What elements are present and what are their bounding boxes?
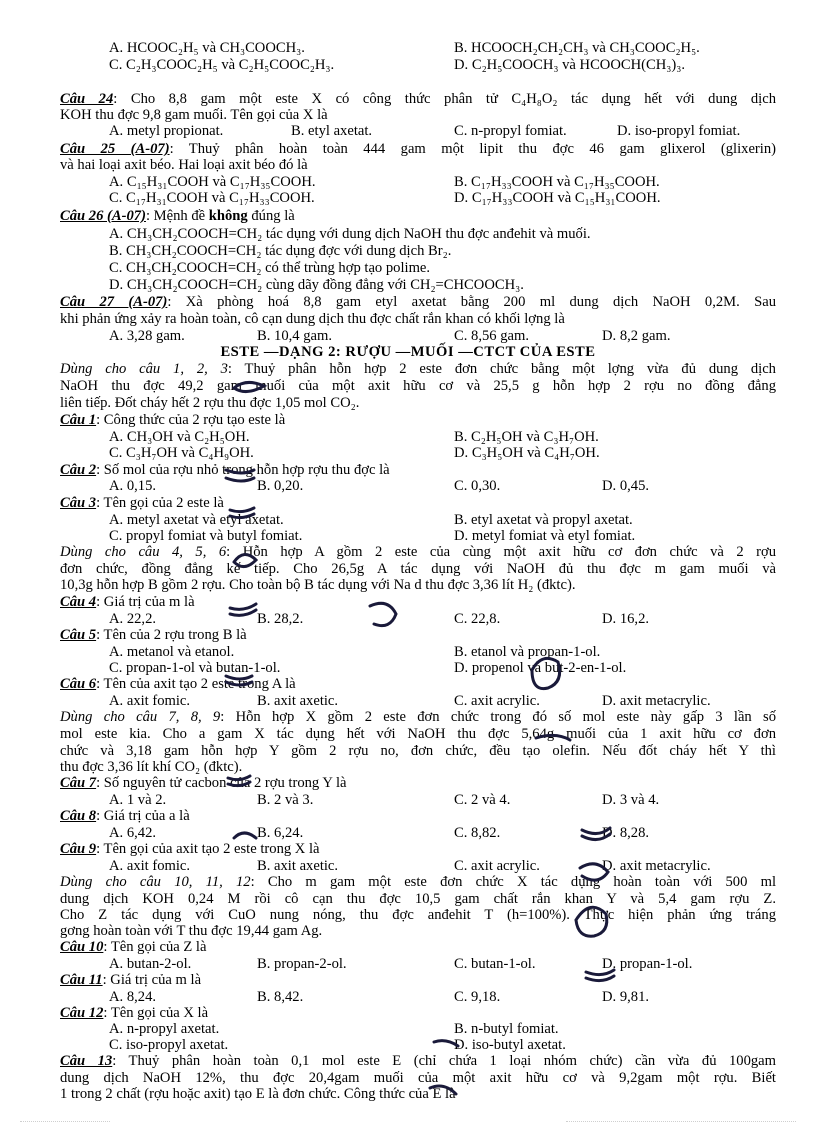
question-label: Câu 8 bbox=[60, 808, 97, 824]
options-row bbox=[0, 244, 816, 258]
intro-text: chức và 3,18 gam hỗn hợp Y gồm 2 rợu no, đơn chức, đều tạo olefin. Nếu đốt cháy hết Y thì bbox=[60, 743, 776, 759]
question-label: Câu 5 bbox=[60, 627, 97, 643]
question-label: Câu 3 bbox=[60, 495, 97, 511]
question-label: Câu 4 bbox=[60, 594, 97, 610]
intro-text: : Hỗn hợp A gồm 2 este của cùng một axit hữu cơ đơn chức và 2 rợu bbox=[226, 544, 777, 560]
option-c: C. 8,56 gam. bbox=[454, 328, 529, 344]
option-c: C. propan-1-ol và butan-1-ol. bbox=[109, 660, 281, 676]
question-text: đúng là bbox=[247, 208, 295, 224]
question-label: Câu 27 (A-07) bbox=[60, 294, 168, 310]
question-text: : Công thức của 2 rợu tạo este là bbox=[96, 412, 286, 428]
question-text: : Cho 8,8 gam một este X có công thức phân tử C₄H₈O₂ tác dụng hết với dung dịch bbox=[113, 91, 776, 107]
option-c: C. axit acrylic. bbox=[454, 858, 540, 874]
question-label: Câu 12 bbox=[60, 1005, 104, 1021]
option-b: B. 0,20. bbox=[257, 478, 304, 494]
options-row bbox=[0, 227, 816, 241]
option-a: A. CH₃CH₂COOCH=CH₂ tác dụng với dung dịch NaOH thu đợc anđehit và muối. bbox=[109, 226, 591, 242]
question-text: : Tên gọi của 2 este là bbox=[96, 495, 224, 511]
options-row bbox=[0, 261, 816, 275]
option-a: A. 3,28 gam. bbox=[109, 328, 185, 344]
option-d: D. propan-1-ol. bbox=[602, 956, 693, 972]
option-a: A. 1 và 2. bbox=[109, 792, 167, 808]
option-b: B. etanol và propan-1-ol. bbox=[454, 644, 601, 660]
option-d: D. 3 và 4. bbox=[602, 792, 660, 808]
option-a: A. CH₃OH và C₂H₅OH. bbox=[109, 429, 250, 445]
option-a: A. 8,24. bbox=[109, 989, 157, 1005]
option-c: C. C₃H₇OH và C₄H₉OH. bbox=[109, 445, 254, 461]
question-text: : Xà phòng hoá 8,8 gam etyl axetat bằng 200 ml dung dịch NaOH 0,2M. Sau bbox=[167, 294, 776, 310]
option-d: D. axit metacrylic. bbox=[602, 693, 711, 709]
question-label: Câu 24 bbox=[60, 91, 114, 107]
question-text: : Tên gọi của Z là bbox=[103, 939, 207, 955]
question-24 bbox=[60, 92, 776, 106]
watermark-graphic bbox=[220, 360, 800, 1120]
question-label: Câu 1 bbox=[60, 412, 97, 428]
option-d: D. 9,81. bbox=[602, 989, 650, 1005]
question-text: : Thuỷ phân hoàn toàn 0,1 mol este E (chỉ chứa 1 loại nhóm chức) cần vừa đủ 100gam bbox=[112, 1053, 776, 1069]
intro-lead: Dùng cho câu 7, 8, 9 bbox=[60, 709, 221, 725]
option-a: A. 22,2. bbox=[109, 611, 157, 627]
question-text: : Giá trị của a là bbox=[96, 808, 190, 824]
options-row bbox=[0, 58, 816, 72]
option-d: D. 8,28. bbox=[602, 825, 650, 841]
option-d: D. C₁₇H₃₃COOH và C₁₅H₃₁COOH. bbox=[454, 190, 661, 206]
option-d: D. iso-butyl axetat. bbox=[454, 1037, 566, 1053]
option-c: C. axit acrylic. bbox=[454, 693, 540, 709]
option-a: A. 0,15. bbox=[109, 478, 157, 494]
option-b: B. CH₃CH₂COOCH=CH₂ tác dụng đợc với dung dịch Br₂. bbox=[109, 243, 452, 259]
question-27 bbox=[60, 295, 776, 309]
question-label: Câu 7 bbox=[60, 775, 97, 791]
option-c: C. 0,30. bbox=[454, 478, 501, 494]
option-b: B. 8,42. bbox=[257, 989, 304, 1005]
intro-lead: Dùng cho câu 1, 2, 3 bbox=[60, 361, 228, 377]
question-text: : Tên của axit tạo 2 este trong A là bbox=[96, 676, 296, 692]
option-c: C. n-propyl fomiat. bbox=[454, 123, 567, 139]
option-b: B. etyl axetat và propyl axetat. bbox=[454, 512, 633, 528]
question-text: : Tên gọi của axit tạo 2 este trong X là bbox=[96, 841, 320, 857]
option-a: A. axit fomic. bbox=[109, 693, 191, 709]
option-d: D. C₃H₅OH và C₄H₇OH. bbox=[454, 445, 600, 461]
options-row bbox=[0, 175, 816, 189]
intro-text: đơn chức, đồng đẳng kế tiếp. Cho 26,5g A tác dụng với NaOH đủ thu đợc m gam muối và bbox=[60, 561, 776, 577]
question-text: : Số nguyên tử cacbon của 2 rợu trong Y là bbox=[96, 775, 347, 791]
option-a: A. butan-2-ol. bbox=[109, 956, 192, 972]
question-text: : Giá trị của m là bbox=[102, 972, 202, 988]
option-d: D. axit metacrylic. bbox=[602, 858, 711, 874]
intro-lead: Dùng cho câu 4, 5, 6 bbox=[60, 544, 227, 560]
option-a: A. metyl axetat và etyl axetat. bbox=[109, 512, 284, 528]
option-c: C. 2 và 4. bbox=[454, 792, 511, 808]
question-text: : Giá trị của m là bbox=[96, 594, 195, 610]
option-a: A. HCOOC₂H₅ và CH₃COOCH₃. bbox=[109, 40, 305, 56]
question-text-cont: 1 trong 2 chất (rợu hoặc axit) tạo E là đơn chức. Công thức của E là bbox=[60, 1086, 456, 1102]
question-25 bbox=[60, 142, 776, 156]
intro-text: Cho Z tác dụng với CuO nung nóng, thu đợc anđehit T (h=100%). Thực hiện phản ứng tráng bbox=[60, 907, 776, 923]
option-b: B. HCOOCH₂CH₂CH₃ và CH₃COOC₂H₅. bbox=[454, 40, 700, 56]
option-a: A. metanol và etanol. bbox=[109, 644, 235, 660]
question-26 bbox=[60, 209, 776, 223]
option-c: C. 9,18. bbox=[454, 989, 501, 1005]
option-b: B. n-butyl fomiat. bbox=[454, 1021, 559, 1037]
option-b: B. axit axetic. bbox=[257, 858, 339, 874]
question-label: Câu 10 bbox=[60, 939, 104, 955]
question-text: : Thuỷ phân hoàn toàn 444 gam một lipit thu đợc 46 gam glixerol (glixerin) bbox=[169, 141, 776, 157]
question-label: Câu 26 (A-07) bbox=[60, 208, 146, 224]
option-b: B. C₂H₅OH và C₃H₇OH. bbox=[454, 429, 599, 445]
option-b: B. 10,4 gam. bbox=[257, 328, 332, 344]
option-c: C. iso-propyl axetat. bbox=[109, 1037, 229, 1053]
intro-text: liên tiếp. Đốt cháy hết 2 rợu thu đợc 1,05 mol CO₂. bbox=[60, 395, 360, 411]
options-row bbox=[0, 329, 816, 343]
question-text-cont: và hai loại axit béo. Hai loại axit béo đó là bbox=[60, 157, 308, 173]
question-label: Câu 11 bbox=[60, 972, 103, 988]
option-b: B. 6,24. bbox=[257, 825, 304, 841]
question-text-cont: khi phản ứng xảy ra hoàn toàn, cô cạn dung dịch thu đợc chất rắn khan có khối lợng là bbox=[60, 311, 565, 327]
question-text: : Tên gọi của X là bbox=[103, 1005, 209, 1021]
question-label: Câu 25 (A-07) bbox=[60, 141, 170, 157]
question-text-cont: KOH thu đợc 9,8 gam muối. Tên gọi của X là bbox=[60, 107, 328, 123]
option-b: B. C₁₇H₃₃COOH và C₁₇H₃₅COOH. bbox=[454, 174, 660, 190]
question-label: Câu 13 bbox=[60, 1053, 113, 1069]
question-label: Câu 9 bbox=[60, 841, 97, 857]
intro-text: 10,3g hỗn hợp B gồm 2 rợu. Cho toàn bộ B tác dụng với Na d thu đợc 3,36 lít H₂ (đktc). bbox=[60, 577, 576, 593]
options-row bbox=[0, 41, 816, 55]
question-text: : Tên của 2 rợu trong B là bbox=[96, 627, 247, 643]
option-d: D. metyl fomiat và etyl fomiat. bbox=[454, 528, 636, 544]
question-text: : Mệnh đề bbox=[145, 208, 209, 224]
option-b: B. 2 và 3. bbox=[257, 792, 314, 808]
option-c: C. butan-1-ol. bbox=[454, 956, 536, 972]
section-title: ESTE —DẠNG 2: RƯỢU —MUỐI —CTCT CỦA ESTE bbox=[220, 344, 596, 360]
option-c: C. C₂H₃COOC₂H₅ và C₂H₅COOC₂H₃. bbox=[109, 57, 335, 73]
intro-text: mol este kia. Cho a gam X tác dụng hết với NaOH thu đợc 5,64g muối của 1 axit hữu cơ đơn bbox=[60, 726, 776, 742]
options-row bbox=[0, 191, 816, 205]
options-row bbox=[0, 124, 816, 138]
option-a: A. axit fomic. bbox=[109, 858, 191, 874]
option-a: A. n-propyl axetat. bbox=[109, 1021, 220, 1037]
option-b: B. propan-2-ol. bbox=[257, 956, 347, 972]
intro-text: NaOH thu đợc 49,2 gam muối của một axit hữu cơ và 25,5 g hỗn hợp 2 rợu no đồng đẳng bbox=[60, 378, 776, 394]
options-row bbox=[0, 278, 816, 292]
question-label: Câu 2 bbox=[60, 462, 97, 478]
option-b: B. etyl axetat. bbox=[291, 123, 373, 139]
option-c: C. propyl fomiat và butyl fomiat. bbox=[109, 528, 303, 544]
intro-text: gơng hoàn toàn với T thu đợc 19,44 gam Ag. bbox=[60, 923, 323, 939]
question-text-cont: dung dịch NaOH 12%, thu đợc 20,4gam muối của một axit hữu cơ và 9,2gam một rợu. Biết bbox=[60, 1070, 776, 1086]
option-b: B. 28,2. bbox=[257, 611, 304, 627]
option-b: B. axit axetic. bbox=[257, 693, 339, 709]
intro-text: : Thuỷ phân hỗn hợp 2 este đơn chức bằng một lợng vừa đủ dung dịch bbox=[227, 361, 776, 377]
emphasis-text: không bbox=[208, 208, 248, 224]
intro-lead: Dùng cho câu 10, 11, 12 bbox=[60, 874, 251, 890]
option-d: D. 8,2 gam. bbox=[602, 328, 671, 344]
option-a: A. 6,42. bbox=[109, 825, 157, 841]
option-c: C. C₁₇H₃₁COOH và C₁₇H₃₃COOH. bbox=[109, 190, 315, 206]
intro-text: : Hỗn hợp X gồm 2 este đơn chức trong đó số mol este này gấp 3 lần số bbox=[220, 709, 776, 725]
option-a: A. metyl propionat. bbox=[109, 123, 224, 139]
question-label: Câu 6 bbox=[60, 676, 97, 692]
option-c: C. 8,82. bbox=[454, 825, 501, 841]
intro-text: thu đợc 3,36 lít khí CO₂ (đktc). bbox=[60, 759, 243, 775]
option-d: D. CH₃CH₂COOCH=CH₂ cùng dãy đồng đẳng với CH₂=CHCOOCH₃. bbox=[109, 277, 524, 293]
intro-text: dung dịch KOH 0,24 M rồi cô cạn thu đợc 10,5 gam chất rắn khan Y và 5,4 gam rợu Z. bbox=[60, 891, 776, 907]
intro-text: : Cho m gam một este đơn chức X tác dụng hoàn toàn với 500 ml bbox=[250, 874, 777, 890]
option-d: D. C₂H₅COOCH₃ và HCOOCH(CH₃)₃. bbox=[454, 57, 685, 73]
option-a: A. C₁₅H₃₁COOH và C₁₇H₃₅COOH. bbox=[109, 174, 316, 190]
question-text: : Số mol của rợu nhỏ trong hỗn hợp rợu thu đợc là bbox=[96, 462, 390, 478]
option-d: D. iso-propyl fomiat. bbox=[617, 123, 741, 139]
option-c: C. CH₃CH₂COOCH=CH₂ có thể trùng hợp tạo polime. bbox=[109, 260, 431, 276]
option-d: D. 16,2. bbox=[602, 611, 650, 627]
option-d: D. 0,45. bbox=[602, 478, 650, 494]
option-d: D. propenol và but-2-en-1-ol. bbox=[454, 660, 627, 676]
option-c: C. 22,8. bbox=[454, 611, 501, 627]
